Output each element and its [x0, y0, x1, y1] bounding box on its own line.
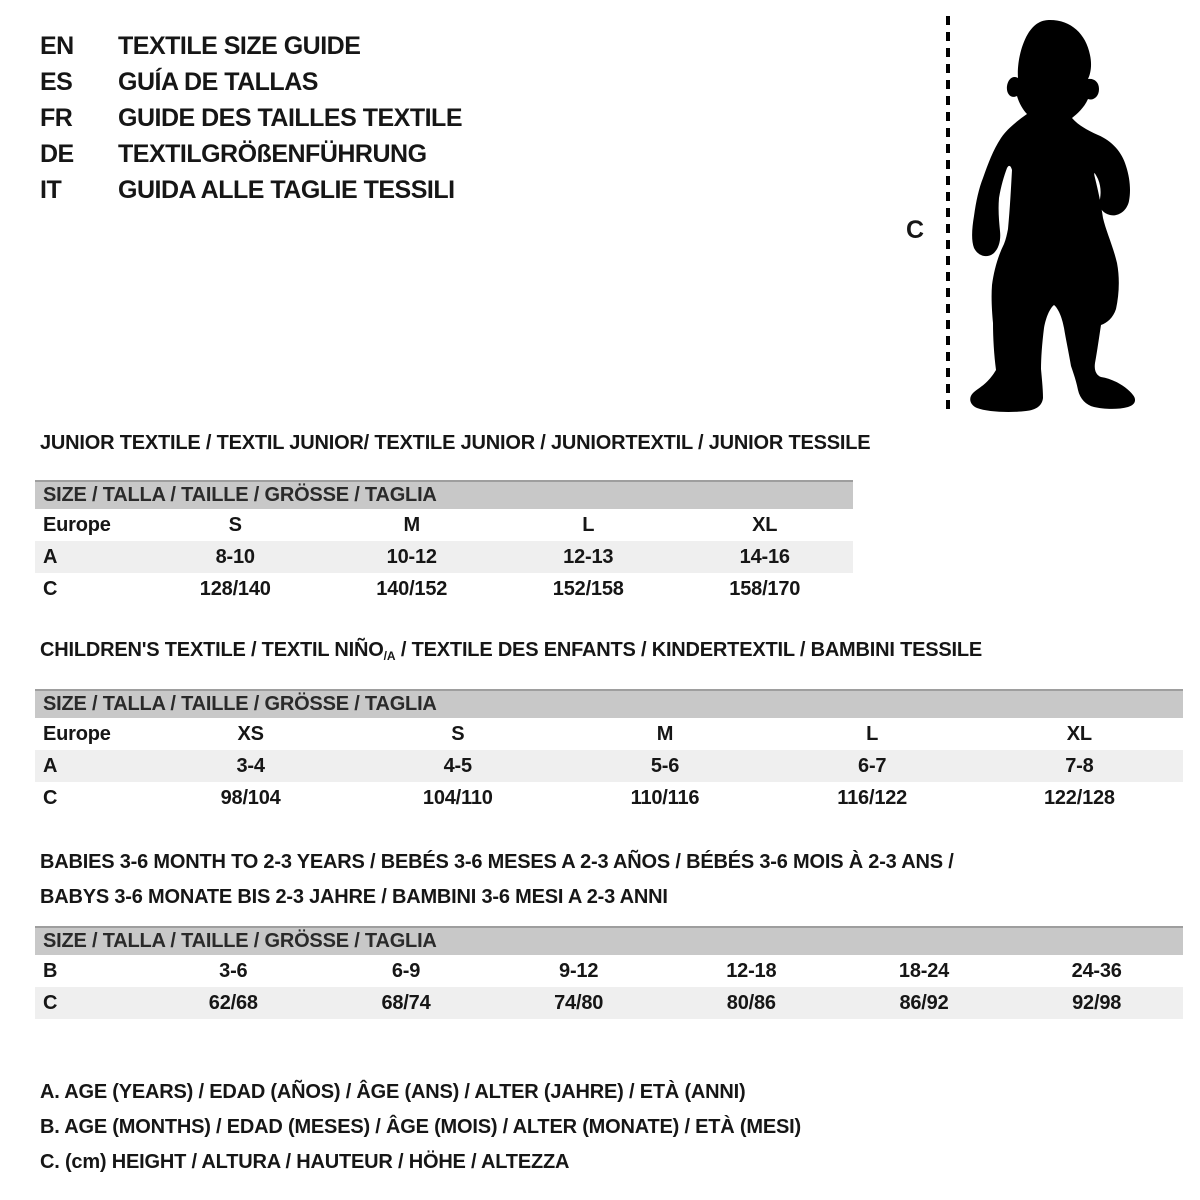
value-cell: 12-18: [726, 959, 777, 982]
table-row: [35, 955, 1183, 987]
value-cell: 62/68: [208, 991, 258, 1014]
value-cell: M: [403, 513, 420, 536]
value-cell: 158/170: [729, 577, 801, 600]
value-cell: L: [866, 722, 879, 745]
value-cell: 3-4: [236, 754, 265, 777]
language-code: IT: [40, 175, 62, 204]
row-label-cell: C: [43, 991, 58, 1014]
value-cell: 8-10: [215, 545, 255, 568]
language-code: ES: [40, 67, 73, 96]
legend: [40, 1075, 801, 1180]
value-cell: S: [451, 722, 465, 745]
row-label-cell: C: [43, 786, 58, 809]
row-label-cell: C: [43, 577, 58, 600]
title-subscript: /A: [383, 649, 396, 663]
section-title-babies: [40, 845, 954, 915]
value-cell: 140/152: [376, 577, 448, 600]
language-title: GUÍA DE TALLAS: [118, 67, 318, 96]
value-cell: 9-12: [559, 959, 599, 982]
value-cell: 80/86: [726, 991, 776, 1014]
value-cell: 18-24: [898, 959, 950, 982]
language-code: DE: [40, 139, 74, 168]
language-code: FR: [40, 103, 73, 132]
section-title-children: [40, 639, 982, 663]
table-row: [35, 541, 853, 573]
title-part: / TEXTILE DES ENFANTS / KINDERTEXTIL / BAMBINI TESSILE: [395, 639, 983, 661]
height-dashed-line: [946, 16, 950, 415]
value-cell: L: [582, 513, 595, 536]
language-row: [40, 172, 462, 208]
language-code: EN: [40, 31, 74, 60]
value-cell: XS: [237, 722, 264, 745]
row-label-cell: A: [43, 754, 58, 777]
value-cell: 110/116: [630, 786, 700, 809]
value-cell: 92/98: [1072, 991, 1122, 1014]
value-cell: 86/92: [899, 991, 949, 1014]
language-title: GUIDE DES TAILLES TEXTILE: [118, 103, 463, 132]
table-row: [35, 573, 853, 605]
table-header-size: SIZE / TALLA / TAILLE / GRÖSSE / TAGLIA: [35, 689, 1183, 718]
value-cell: 116/122: [837, 786, 908, 809]
children-size-table: [35, 689, 1183, 814]
legend-line-c: C. (cm) HEIGHT / ALTURA / HAUTEUR / HÖHE / ALTEZZA: [40, 1151, 570, 1173]
language-row: [40, 28, 462, 64]
junior-size-table: [35, 480, 853, 605]
value-cell: 24-36: [1071, 959, 1122, 982]
value-cell: 98/104: [220, 786, 281, 809]
babies-size-table: [35, 926, 1183, 1019]
value-cell: 12-13: [563, 545, 614, 568]
value-cell: XL: [1066, 722, 1092, 745]
language-title-list: [40, 28, 462, 208]
legend-line-a: A. AGE (YEARS) / EDAD (AÑOS) / ÂGE (ANS) / ALTER (JAHRE) / ETÀ (ANNI): [40, 1081, 746, 1103]
value-cell: 10-12: [386, 545, 437, 568]
value-cell: 128/140: [199, 577, 271, 600]
value-cell: 152/158: [552, 577, 624, 600]
value-cell: 7-8: [1065, 754, 1094, 777]
row-label-cell: A: [43, 545, 58, 568]
language-title: TEXTILE SIZE GUIDE: [118, 31, 361, 60]
table-header-size: SIZE / TALLA / TAILLE / GRÖSSE / TAGLIA: [35, 926, 1183, 955]
value-cell: 74/80: [554, 991, 604, 1014]
language-row: [40, 64, 462, 100]
legend-line-b: B. AGE (MONTHS) / EDAD (MESES) / ÂGE (MOIS) / ALTER (MONATE) / ETÀ (MESI): [40, 1116, 801, 1138]
value-cell: 4-5: [443, 754, 472, 777]
value-cell: 122/128: [1043, 786, 1115, 809]
value-cell: XL: [752, 513, 778, 536]
row-label-cell: Europe: [43, 722, 111, 745]
toddler-silhouette-image: [965, 17, 1140, 415]
value-cell: 5-6: [650, 754, 680, 777]
babies-title-line2: BABYS 3-6 MONATE BIS 2-3 JAHRE / BAMBINI 3-6 MESI A 2-3 ANNI: [40, 886, 668, 908]
language-row: [40, 136, 462, 172]
value-cell: S: [228, 513, 242, 536]
value-cell: 6-7: [858, 754, 887, 777]
value-cell: 6-9: [391, 959, 421, 982]
table-header-size: SIZE / TALLA / TAILLE / GRÖSSE / TAGLIA: [35, 480, 853, 509]
section-title-junior: JUNIOR TEXTILE / TEXTIL JUNIOR/ TEXTILE JUNIOR / JUNIORTEXTIL / JUNIOR TESSILE: [40, 432, 871, 454]
height-marker-label: C: [906, 216, 925, 244]
table-row: [35, 718, 1183, 750]
table-row: [35, 987, 1183, 1019]
language-title: TEXTILGRÖßENFÜHRUNG: [118, 139, 427, 168]
babies-title-line1: BABIES 3-6 MONTH TO 2-3 YEARS / BEBÉS 3-6 MESES A 2-3 AÑOS / BÉBÉS 3-6 MOIS À 2-3 ANS /: [40, 851, 954, 873]
language-title: GUIDA ALLE TAGLIE TESSILI: [118, 175, 455, 204]
language-row: [40, 100, 462, 136]
value-cell: 14-16: [739, 545, 790, 568]
table-row: [35, 509, 853, 541]
value-cell: M: [656, 722, 674, 745]
value-cell: 104/110: [422, 786, 493, 809]
title-part: CHILDREN'S TEXTILE / TEXTIL NIÑO: [40, 639, 384, 661]
value-cell: 68/74: [381, 991, 431, 1014]
row-label-cell: Europe: [43, 513, 111, 536]
table-row: [35, 750, 1183, 782]
value-cell: 3-6: [219, 959, 248, 982]
table-row: [35, 782, 1183, 814]
row-label-cell: B: [43, 959, 58, 982]
